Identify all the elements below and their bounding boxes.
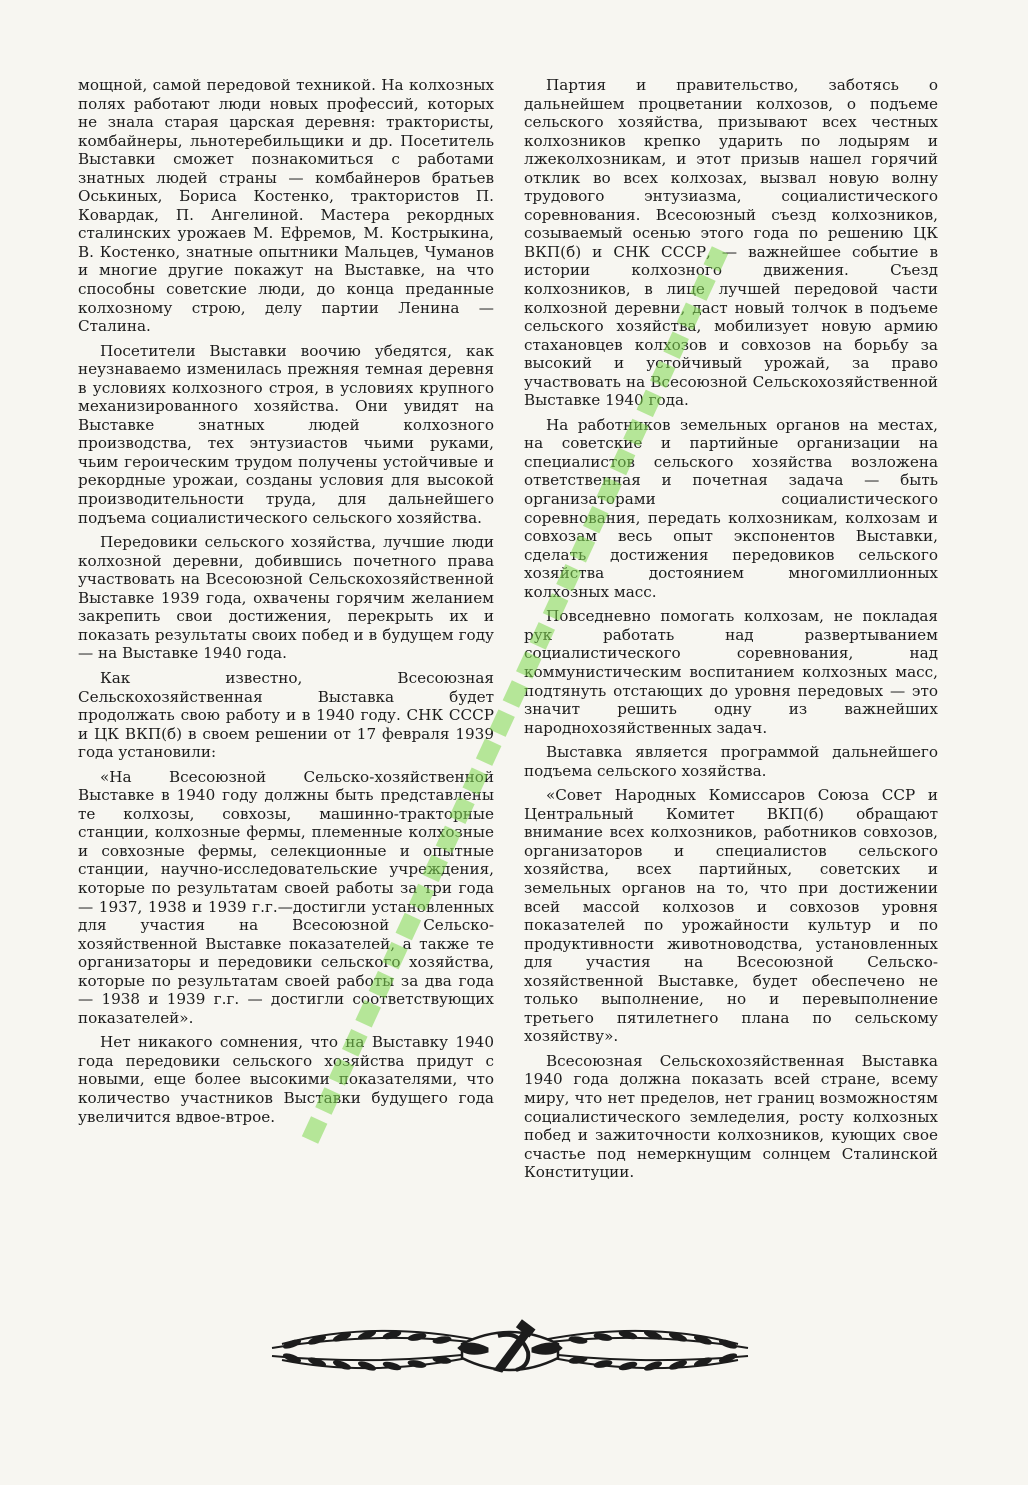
right-text-column	[524, 76, 938, 1188]
paragraph: Повседневно помогать колхозам, не покладая рук работать над развертыванием социалистического соревнования, над коммунистическим воспитанием колхозных масс, подтянуть отстающих до уровня передовых — это значит решить одну из важнейших народнохозяйственных задач.	[524, 607, 938, 737]
paragraph: Передовики сельского хозяйства, лучшие люди колхозной деревни, добившись почетного права участвовать на Всесоюзной Сельскохозяйственной Выставке 1939 года, охвачены горячим желанием закрепить свои достижения, перекрыть их и показать результаты своих побед и в будущем году — на Выставке 1940 года.	[78, 533, 494, 663]
wheat-sheaf-sickle-hammer-icon	[262, 1300, 758, 1396]
quote-paragraph: «Совет Народных Комиссаров Союза ССР и Центральный Комитет ВКП(б) обращают внимание всех колхозников, работников совхозов, организаторов и специалистов сельского хозяйства, всех партийных, советских и земельных органов на то, что при достижении всей массой колхозов и совхозов уровня показателей по урожайности культур и по продуктивности животноводства, установленных для участия на Всесоюзной Сельско-хозяйственной Выставке, будет обеспечено не только выполнение, но и перевыполнение третьего пятилетнего плана по сельскому хозяйству».	[524, 786, 938, 1046]
paragraph: Посетители Выставки воочию убедятся, как неузнаваемо изменилась прежняя темная деревня в условиях колхозного строя, в условиях крупного механизированного хозяйства. Они увидят на Выставке знатных людей колхозного производства, тех энтузиастов чьими руками, чьим героическим трудом получены устойчивые и рекордные урожаи, созданы условия для высокой производительности труда, для дальнейшего подъема социалистического сельского хозяйства.	[78, 341, 494, 527]
left-text-column	[78, 76, 494, 1132]
paragraph: Всесоюзная Сельскохозяйственная Выставка 1940 года должна показать всей стране, всему миру, что нет пределов, нет границ возможностям социалистического земледелия, росту колхозных побед и зажиточности колхозников, кующих свое счастье под немеркнущим солнцем Сталинской Конституции.	[524, 1051, 938, 1182]
quote-paragraph: «На Всесоюзной Сельско-хозяйственной Выставке в 1940 году должны быть представлены те колхозы, совхозы, машинно-тракторные станции, колхозные фермы, племенные колхозные и совхозные фермы, селекционные и опытные станции, научно-исследовательские учреждения, которые по результатам своей работы за три года — 1937, 1938 и 1939 г.г.—достигли установленных для участия на Всесоюзной Сельско-хозяйственной Выставке показателей, а также те организаторы и передовики сельского хозяйства, которые по результатам своей работы за два года — 1938 и 1939 г.г. — достигли соответствующих показателей».	[78, 767, 494, 1027]
paragraph: Нет никакого сомнения, что на Выставку 1940 года передовики сельского хозяйства придут с новыми, еще более высокими показателями, что количество участников Выставки будущего года увеличится вдвое-втрое.	[78, 1033, 494, 1126]
paragraph: Выставка является программой дальнейшего подъема сельского хозяйства.	[524, 743, 938, 780]
paragraph: На работников земельных органов на местах, на советские и партийные организации на специалистов сельского хозяйства возложена ответственная и почетная задача — быть организаторами социалистического соревнования, передать колхозникам, колхозам и совхозам весь опыт экспонентов Выставки, сделать достижения передовиков сельского хозяйства достоянием многомиллионных колхозных масс.	[524, 415, 938, 601]
paragraph: Как известно, Всесоюзная Сельскохозяйственная Выставка будет продолжать свою работу и в 1940 году. СНК СССР и ЦК ВКП(б) в своем решении от 17 февраля 1939 года установили:	[78, 668, 494, 762]
paragraph: Партия и правительство, заботясь о дальнейшем процветании колхозов, о подъеме сельского хозяйства, призывают всех честных колхозников крепко ударить по лодырям и лжеколхозникам, и этот призыв нашел горячий отклик во всех колхозах, вызвал новую волну трудового энтузиазма, социалистического соревнования. Всесоюзный съезд колхозников, созываемый осенью этого года по решению ЦК ВКП(б) и СНК СССР, — важнейшее событие в истории колхозного движения. Съезд колхозников, в лице лучшей передовой части колхозной деревни, даст новый толчок в подъеме сельского хозяйства, мобилизует новую армию стахановцев колхозов и совхозов на борьбу за высокий и устойчивый урожай, за право участвовать на Всесоюзной Сельскохозяйственной Выставке 1940 года.	[524, 76, 938, 410]
paragraph: мощной, самой передовой техникой. На колхозных полях работают люди новых профессий, которых не знала старая царская деревня: трактористы, комбайнеры, льнотеребильщики и др. Посетитель Выставки сможет познакомиться с работами знатных людей страны — комбайнеров братьев Оськиных, Бориса Костенко, трактористов П. Ковардак, П. Ангелиной. Мастера рекордных сталинских урожаев М. Ефремов, М. Кострыкина, В. Костенко, знатные опытники Мальцев, Чуманов и многие другие покажут на Выставке, на что способны советские люди, до конца преданные колхозному строю, делу партии Ленина — Сталина.	[78, 76, 494, 336]
